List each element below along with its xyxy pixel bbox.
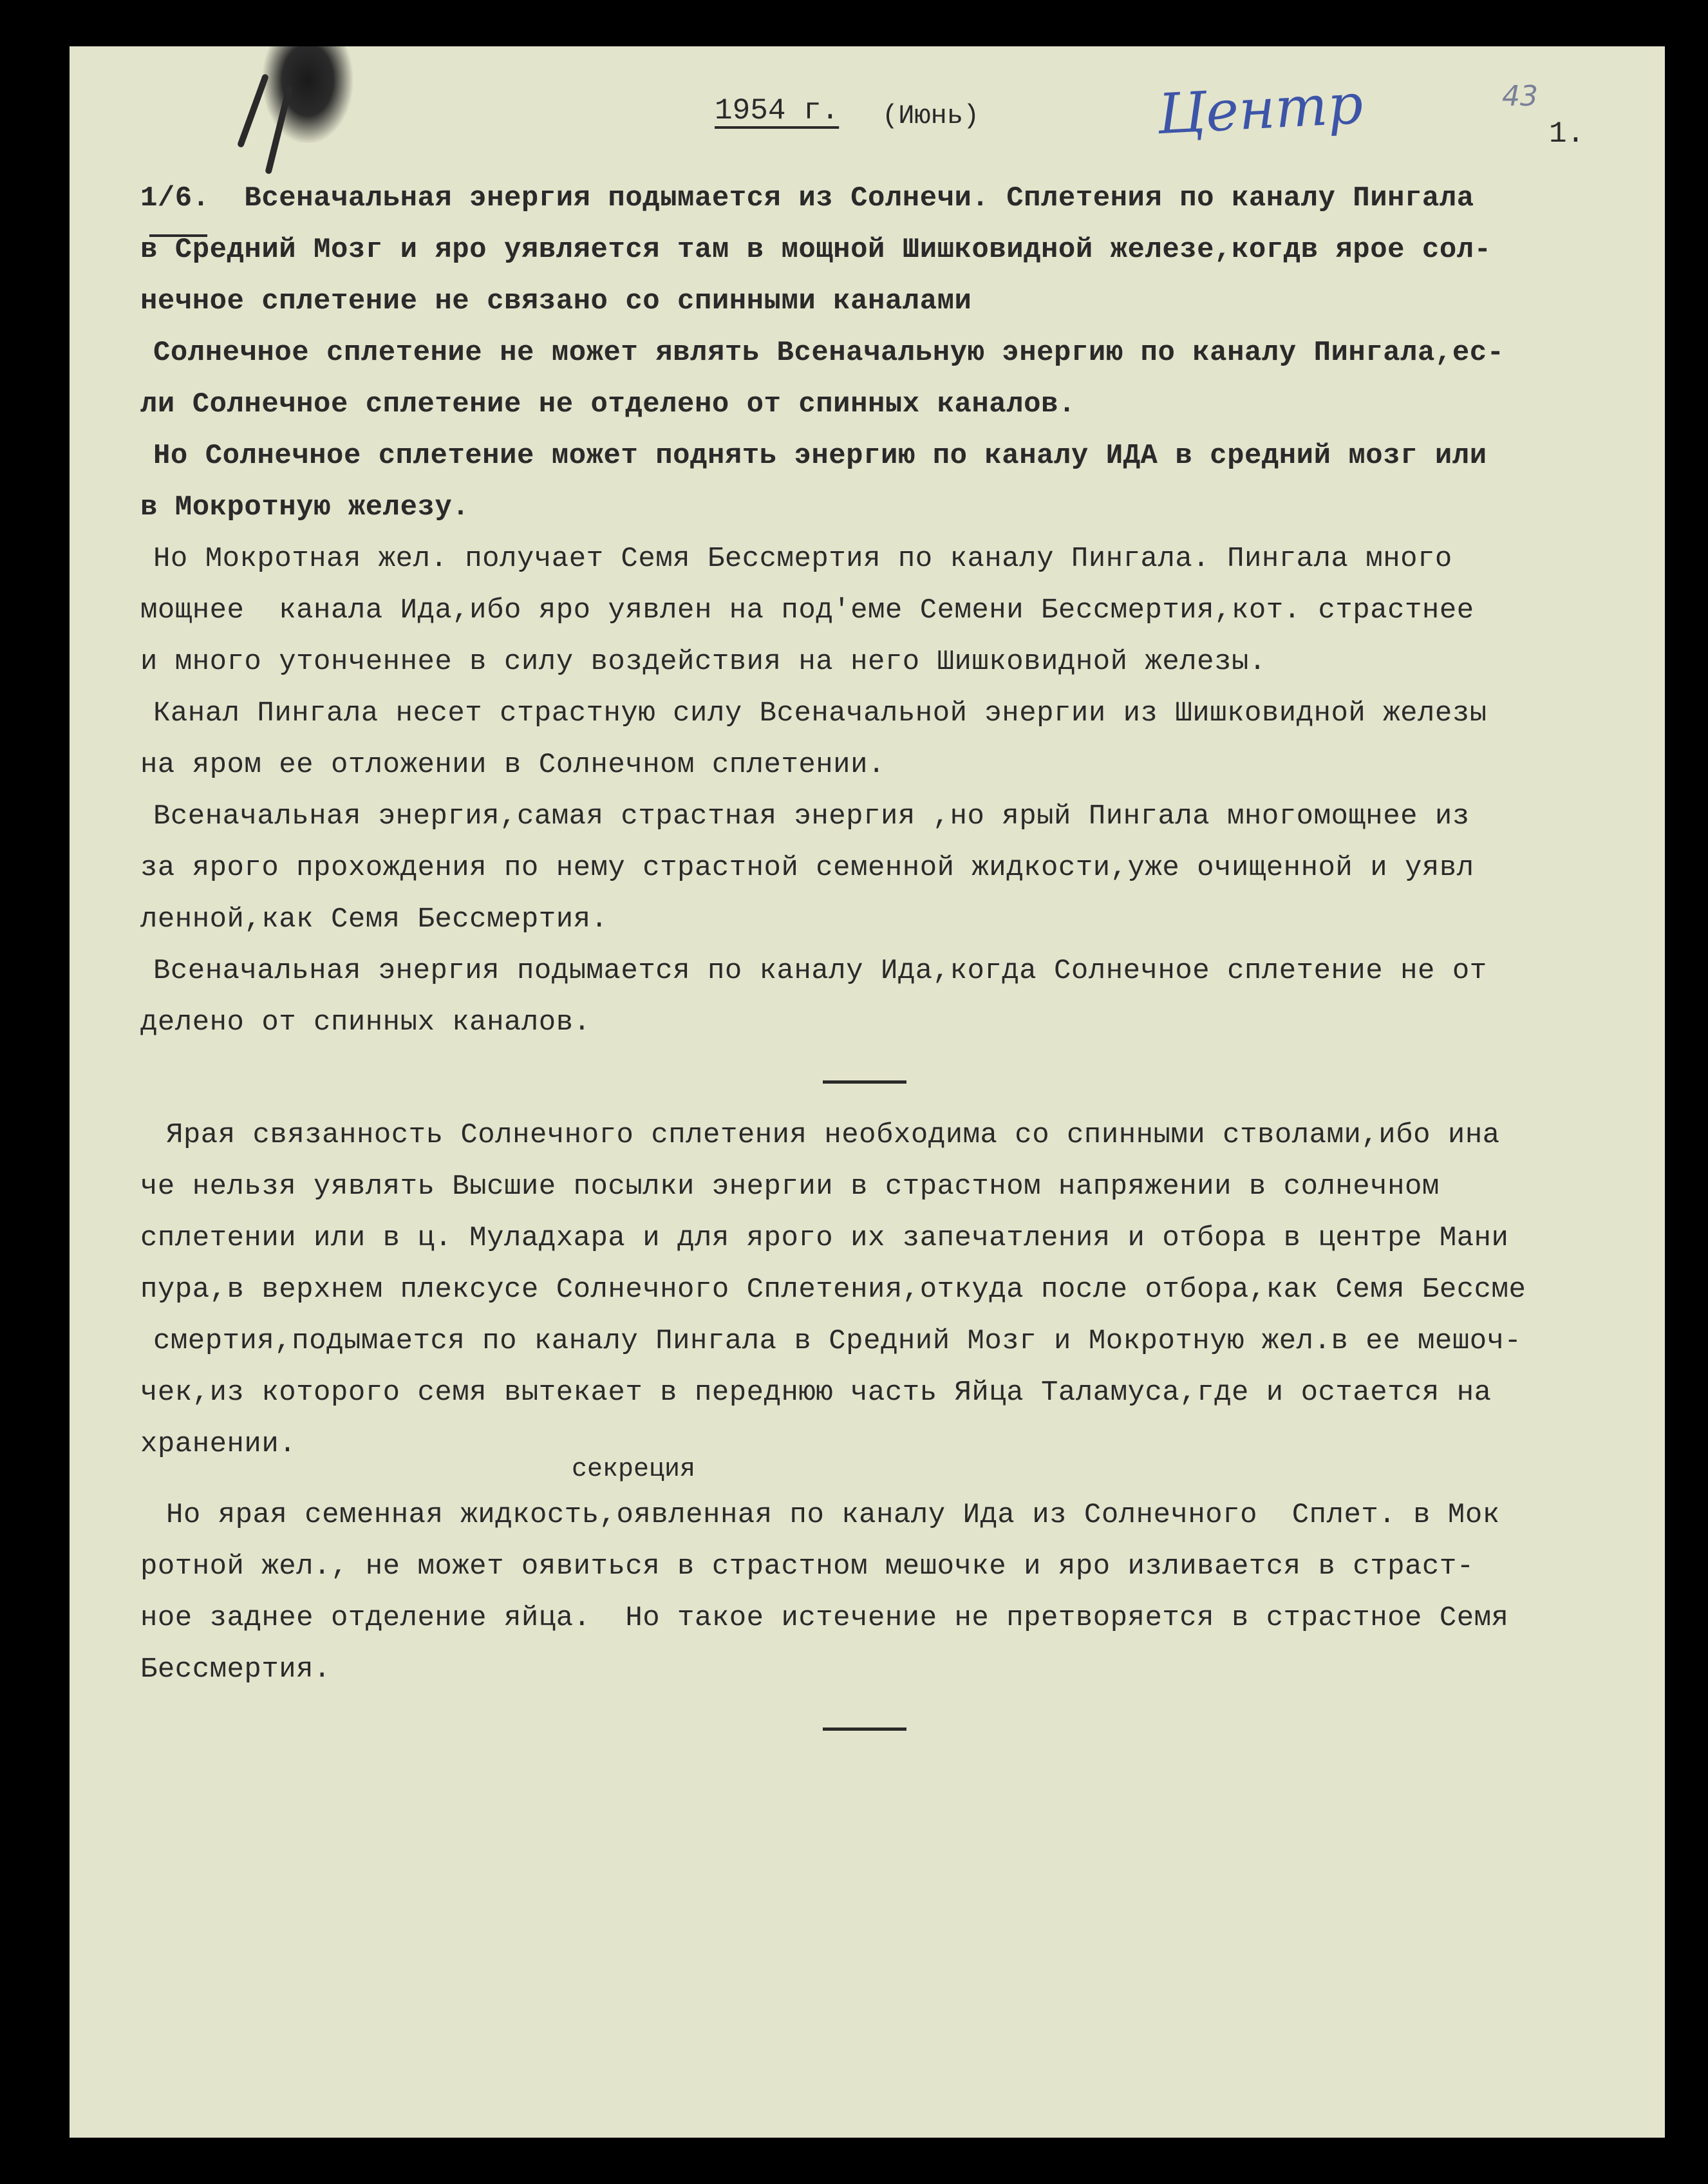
- text-line: Канал Пингала несет страстную силу Всеначальной энергии из Шишковидной железы: [153, 697, 1487, 730]
- document-page: [70, 46, 1665, 2138]
- text-line: Бессмертия.: [140, 1653, 331, 1686]
- text-line: нечное сплетение не связано со спинными каналами: [140, 285, 972, 317]
- body-text: [140, 173, 1621, 1731]
- page-number: 1.: [1549, 117, 1585, 151]
- text-line: Но Мокротная жел. получает Семя Бессмертия по каналу Пингала. Пингала много: [153, 543, 1452, 575]
- folio-number: 43: [1502, 80, 1538, 113]
- text-line: делено от спинных каналов.: [140, 1006, 591, 1039]
- text-line: чек,из которого семя вытекает в переднюю часть Яйца Таламуса,где и остается на: [140, 1377, 1492, 1409]
- text-line: Солнечное сплетение не может являть Всеначальную энергию по каналу Пингала,ес-: [153, 337, 1505, 369]
- closing-divider: [823, 1727, 906, 1731]
- text-line: в Средний Мозг и яро уявляется там в мощной Шишковидной железе,когдв ярое сол-: [140, 234, 1492, 266]
- text-line: Всеначальная энергия,самая страстная энергия ,но ярый Пингала многомощнее из: [153, 800, 1470, 833]
- text-line: мощнее канала Ида,ибо яро уявлен на под'еме Семени Бессмертия,кот. страстнее: [140, 594, 1474, 626]
- text-line: Ярая связанность Солнечного сплетения необходима со спинными стволами,ибо ина: [166, 1119, 1500, 1151]
- text-line: хранении.: [140, 1428, 297, 1460]
- text-line: и много утонченнее в силу воздействия на него Шишковидной железы.: [140, 646, 1266, 678]
- text-line: ленной,как Семя Бессмертия.: [140, 903, 608, 936]
- text-line: че нельзя уявлять Высшие посылки энергии в страстном напряжении в солнечном: [140, 1171, 1440, 1203]
- text-line: Но Солнечное сплетение может поднять энергию по каналу ИДА в средний мозг или: [153, 440, 1487, 472]
- text-line: сплетении или в ц. Муладхара и для ярого их запечатления и отбора в центре Мани: [140, 1222, 1509, 1254]
- text-line: ротной жел., не может оявиться в страстном мешочке и яро изливается в страст-: [140, 1550, 1474, 1583]
- handwritten-annotation: Центр: [1156, 71, 1365, 147]
- text-line: Но ярая семенная жидкость,оявленная по каналу Ида из Солнечного Сплет. в Мок: [166, 1499, 1500, 1531]
- text-line: в Мокротную железу.: [140, 491, 470, 523]
- inserted-word: секреция: [572, 1455, 696, 1484]
- text-line: ли Солнечное сплетение не отделено от спинных каналов.: [140, 388, 1076, 420]
- header-month: (Июнь): [882, 100, 980, 131]
- header-year: 1954 г.: [715, 94, 840, 127]
- text-line: 1/6. Всеначальная энергия подымается из Солнечи. Сплетения по каналу Пингала: [140, 182, 1474, 214]
- text-line: пура,в верхнем плексусе Солнечного Сплетения,откуда после отбора,как Семя Бессме: [140, 1274, 1526, 1306]
- text-line: Всеначальная энергия подымается по каналу Ида,когда Солнечное сплетение не от: [153, 955, 1487, 987]
- text-line: за ярого прохождения по нему страстной семенной жидкости,уже очищенной и уявл: [140, 852, 1474, 884]
- text-line: смертия,подымается по каналу Пингала в Средний Мозг и Мокротную жел.в ее мешоч-: [153, 1325, 1522, 1357]
- text-line: ное заднее отделение яйца. Но такое истечение не претворяется в страстное Семя: [140, 1602, 1509, 1634]
- text-line: на яром ее отложении в Солнечном сплетении.: [140, 749, 885, 781]
